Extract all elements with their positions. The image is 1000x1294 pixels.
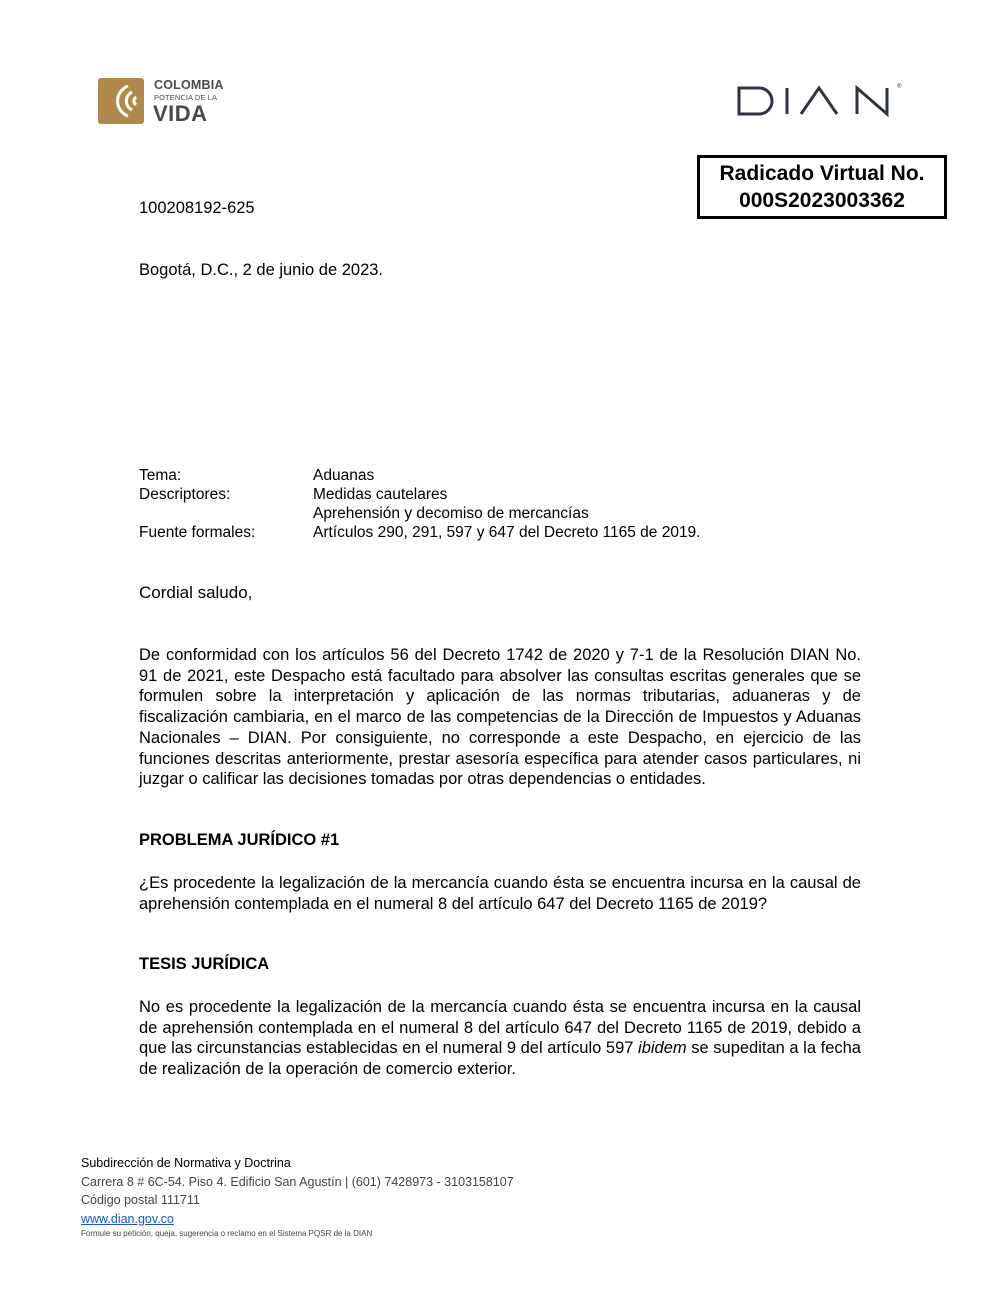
footer-postal: Código postal 111711 (81, 1193, 200, 1207)
descriptores-row-2 (139, 504, 701, 523)
tema-label: Tema: (139, 467, 182, 484)
tesis-juridica-paragraph (139, 997, 861, 1080)
radicado-number: 000S2023003362 (739, 189, 905, 212)
footer-address: Carrera 8 # 6C-54. Piso 4. Edificio San Agustín | (601) 7428973 - 3103158107 (81, 1174, 514, 1189)
problema-juridico-paragraph: ¿Es procedente la legalización de la mercancía cuando ésta se encuentra incursa en la causal de aprehensión contemplada en el numeral 8 del artículo 647 del Decreto 1165 de 2019? (139, 874, 861, 913)
greeting: Cordial saludo, (139, 583, 253, 602)
descriptores-row (139, 485, 701, 504)
descriptores-label: Descriptores: (139, 486, 231, 503)
logo-line-3: VIDA (153, 101, 208, 126)
fuente-label: Fuente formales: (139, 524, 256, 541)
fuente-value: Artículos 290, 291, 597 y 647 del Decreto 1165 de 2019. (313, 524, 701, 541)
dian-logo (737, 84, 902, 120)
radicado-box (697, 155, 947, 219)
tesis-text-2: se supeditan a la fecha de realización de la operación de comercio exterior. (139, 1039, 861, 1079)
tema-row (139, 466, 701, 485)
descriptores-value-2: Aprehensión y decomiso de mercancías (313, 505, 589, 522)
tesis-text-1: No es procedente la legalización de la mercancía cuando ésta se encuentra incursa en la causal de aprehensión contemplada en el numeral 8 del artículo 647 del Decreto 1165 de 2019, debido a que las circunstancias establecidas en el numeral 9 del artículo 597 (139, 998, 861, 1058)
dian-wordmark-icon (737, 84, 897, 118)
logo-line-1: COLOMBIA (154, 78, 224, 92)
subject-metadata (139, 466, 701, 542)
registered-mark: ® (897, 84, 902, 90)
intro-paragraph: De conformidad con los artículos 56 del Decreto 1742 de 2020 y 7-1 de la Resolución DIAN No. 91 de 2021, este Despacho está facultado para absolver las consultas escritas generales que se formulen sobre la interpretación y aplicación de las normas tributarias, aduaneras y de fiscalización cambiaria, en el marco de las competencias de la Dirección de Impuestos y Aduanas Nacionales – DIAN. Por consiguiente, no corresponde a este Despacho, en ejercicio de las funciones descritas anteriormente, prestar asesoría específica para atender casos particulares, ni juzgar o calificar las decisiones tomadas por otras dependencias o entidades. (139, 646, 861, 789)
tesis-juridica-heading: TESIS JURÍDICA (139, 955, 270, 973)
logo-mark-icon (98, 78, 144, 124)
tema-value: Aduanas (313, 467, 375, 484)
footer-website-link[interactable]: www.dian.gov.co (81, 1211, 174, 1226)
reference-number: 100208192-625 (139, 199, 255, 217)
logo-line-2: POTENCIA DE LA (154, 93, 218, 102)
fuente-row (139, 523, 701, 542)
footer (81, 1154, 514, 1240)
footer-department: Subdirección de Normativa y Doctrina (81, 1156, 291, 1170)
footer-note: Formule su petición, queja, sugerencia o reclamo en el Sistema PQSR de la DIAN (81, 1229, 373, 1238)
date-line: Bogotá, D.C., 2 de junio de 2023. (139, 261, 384, 279)
radicado-label: Radicado Virtual No. (719, 162, 925, 185)
problema-juridico-heading: PROBLEMA JURÍDICO #1 (139, 831, 340, 849)
tesis-italic: ibidem (638, 1039, 687, 1058)
descriptores-value-1: Medidas cautelares (313, 486, 448, 503)
colombia-potencia-de-la-vida-logo (98, 76, 233, 126)
